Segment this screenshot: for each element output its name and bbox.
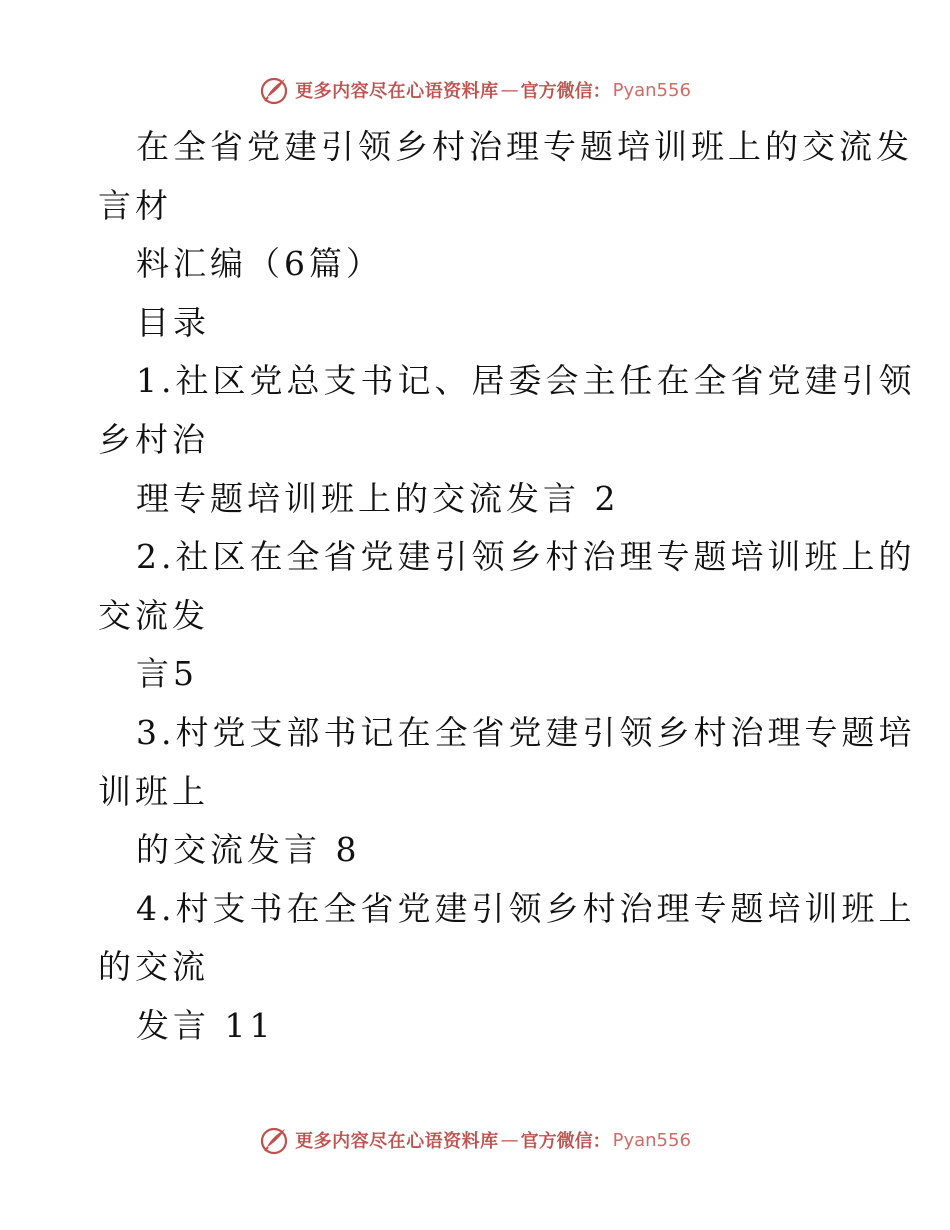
- toc-item-4-line-3: 发言 11: [136, 1005, 275, 1045]
- toc-item-1-line-1: 1.社区党总支书记、居委会主任在全省党建引领: [136, 361, 916, 401]
- watermark-label: 官方微信：: [520, 1131, 611, 1152]
- quill-logo-icon: [259, 1125, 289, 1155]
- header-watermark: [0, 72, 950, 108]
- title-line-3: 料汇编（6篇）: [136, 244, 383, 284]
- toc-heading: 目录: [136, 302, 210, 342]
- watermark-separator: —: [500, 79, 519, 101]
- toc-item-3-line-2: 训班上: [98, 771, 209, 811]
- toc-item-1-line-3: 理专题培训班上的交流发言 2: [136, 478, 620, 518]
- watermark-label: 官方微信：: [520, 81, 611, 102]
- toc-item-1-line-2: 乡村治: [98, 419, 209, 459]
- footer-watermark: [0, 1122, 950, 1158]
- toc-item-3-line-1: 3.村党支部书记在全省党建引领乡村治理专题培: [136, 712, 916, 752]
- document-body: [98, 118, 916, 1056]
- toc-item-2-line-2: 交流发: [98, 595, 209, 635]
- toc-item-4-line-1: 4.村支书在全省党建引领乡村治理专题培训班上: [136, 888, 916, 928]
- quill-logo-icon: [259, 75, 289, 105]
- toc-item-2-line-3: 言5: [136, 654, 198, 694]
- watermark-separator: —: [500, 1129, 519, 1151]
- title-line-2: 言材: [98, 185, 172, 225]
- toc-item-2-line-1: 2.社区在全省党建引领乡村治理专题培训班上的: [136, 537, 916, 577]
- watermark-brand: 更多内容尽在心语资料库: [295, 81, 499, 102]
- watermark-brand: 更多内容尽在心语资料库: [295, 1131, 499, 1152]
- title-line-1: 在全省党建引领乡村治理专题培训班上的交流发: [136, 127, 913, 166]
- toc-item-3-line-3: 的交流发言 8: [136, 830, 361, 870]
- toc-item-4-line-2: 的交流: [98, 947, 209, 987]
- watermark-id: Pyan556: [612, 79, 691, 101]
- watermark-id: Pyan556: [612, 1129, 691, 1151]
